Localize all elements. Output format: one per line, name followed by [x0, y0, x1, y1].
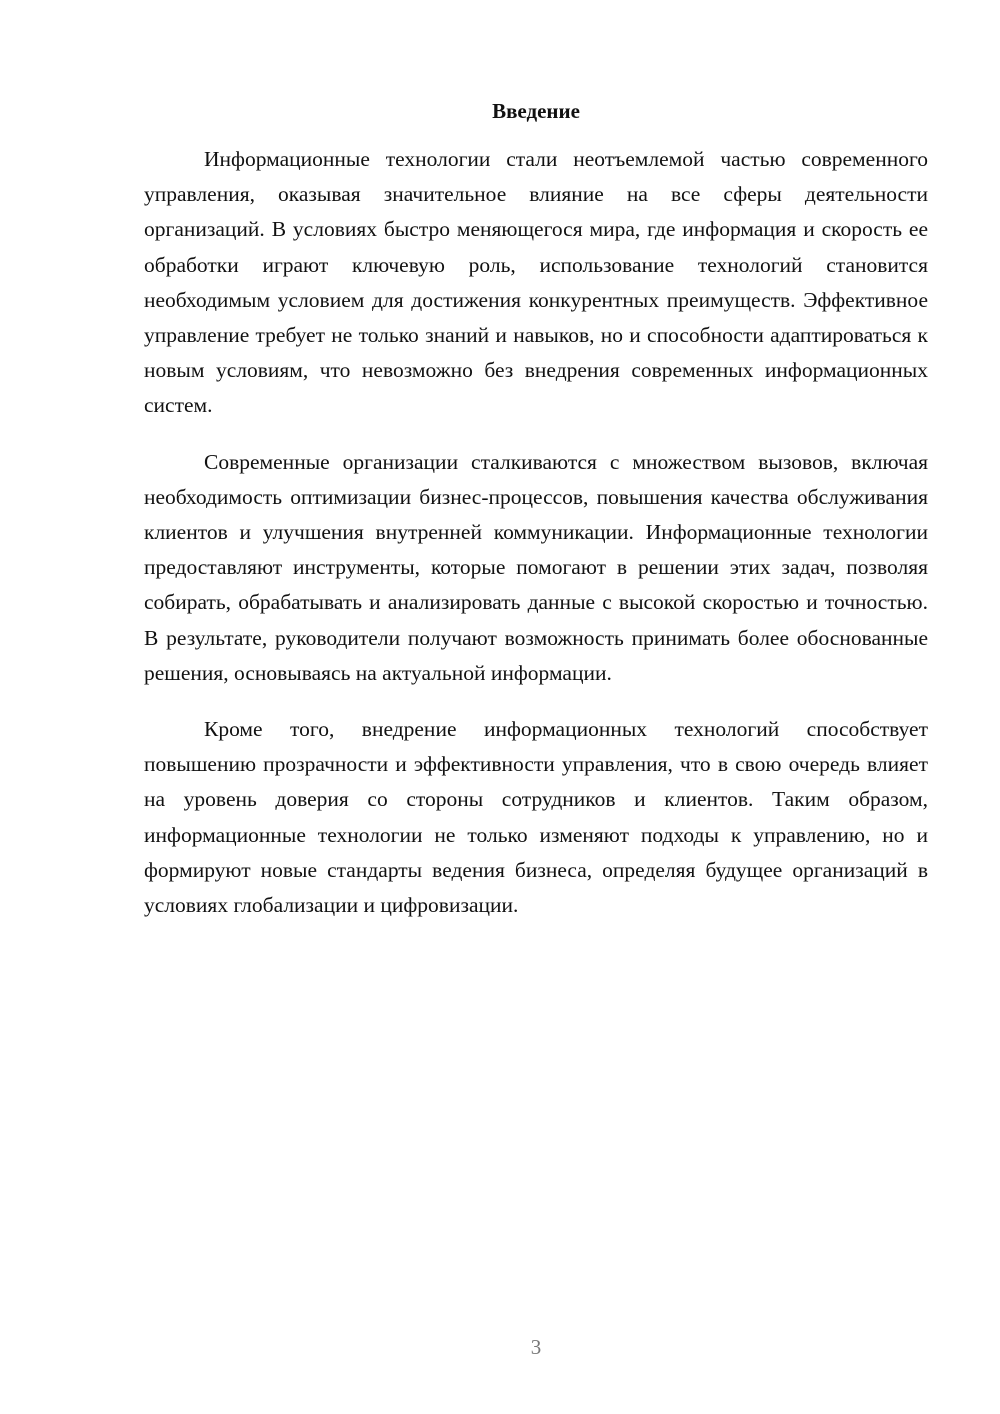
paragraph-2: Современные организации сталкиваются с множеством вызовов, включая необходимость оптимизации бизнес-процессов, повышения качества обслуживания клиентов и улучшения внутренней коммуникации. Информационные технологии предоставляют инструменты, которые помогают в решении этих задач, позволяя собирать, обрабатывать и анализировать данные с высокой скоростью и точностью. В результате, руководители получают возможность принимать более обоснованные решения, основываясь на актуальной информации. — [144, 449, 928, 685]
paragraph-1: Информационные технологии стали неотъемлемой частью современного управления, оказывая значительное влияние на все сферы деятельности организаций. В условиях быстро меняющегося мира, где информация и скорость ее обработки играют ключевую роль, использование технологий становится необходимым условием для достижения конкурентных преимуществ. Эффективное управление требует не только знаний и навыков, но и способности адаптироваться к новым условиям, что невозможно без внедрения современных информационных систем. — [144, 147, 928, 418]
page-number: 3 — [530, 1335, 542, 1359]
document-body — [144, 142, 928, 944]
document-title: Введение — [492, 99, 580, 123]
paragraph-3: Кроме того, внедрение информационных технологий способствует повышению прозрачности и эффективности управления, что в свою очередь влияет на уровень доверия со стороны сотрудников и клиентов. Таким образом, информационные технологии не только изменяют подходы к управлению, но и формируют новые стандарты ведения бизнеса, определяя будущее организаций в условиях глобализации и цифровизации. — [144, 717, 928, 918]
